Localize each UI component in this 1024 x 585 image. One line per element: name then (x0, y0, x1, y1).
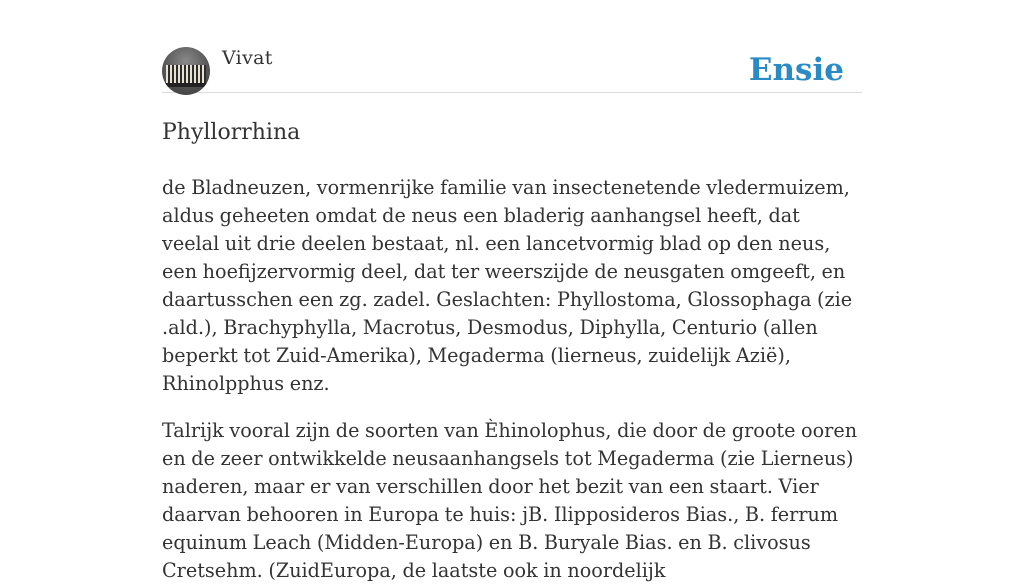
article-paragraph: de Bladneuzen, vormenrijke familie van insectenetende vledermuizem, aldus geheeten omdat de neus een bladerig aanhangsel heeft, dat veelal uit drie deelen bestaat, nl. een lancetvormig blad op den neus, een hoefijzervormig deel, dat ter weerszijde de neusgaten omgeeft, en daartusschen een zg. zadel. Geslachten: Phyllostoma, Glossophaga (zie .ald.), Brachyphylla, Macrotus, Desmodus, Diphylla, Centurio (allen beperkt tot Zuid-Amerika), Megaderma (lierneus, zuidelijk Azië), Rhinolpphus enz. (162, 176, 853, 395)
page-container (162, 0, 862, 585)
brand-logo[interactable]: Ensie (748, 52, 844, 88)
article-title: Phyllorrhina (162, 120, 301, 145)
avatar[interactable] (162, 47, 210, 95)
header (162, 0, 862, 93)
article-paragraph: Talrijk vooral zijn de soorten van Èhinolophus, die door de groote ooren en de zeer ontwikkelde neusaanhangsels tot Megaderma (zie Lierneus) naderen, maar er van verschillen door het bezit van een staart. Vier daarvan behooren in Europa te huis: jB. Ilipposideros Bias., B. ferrum equinum Leach (Midden-Europa) en B. Buryale Bias. en B. clivosus Cretsehm. (ZuidEuropa, de laatste ook in noordelijk (162, 419, 858, 582)
username-link[interactable]: Vivat (222, 47, 273, 69)
shelf-line (162, 83, 210, 87)
bookshelf-image (166, 65, 206, 83)
